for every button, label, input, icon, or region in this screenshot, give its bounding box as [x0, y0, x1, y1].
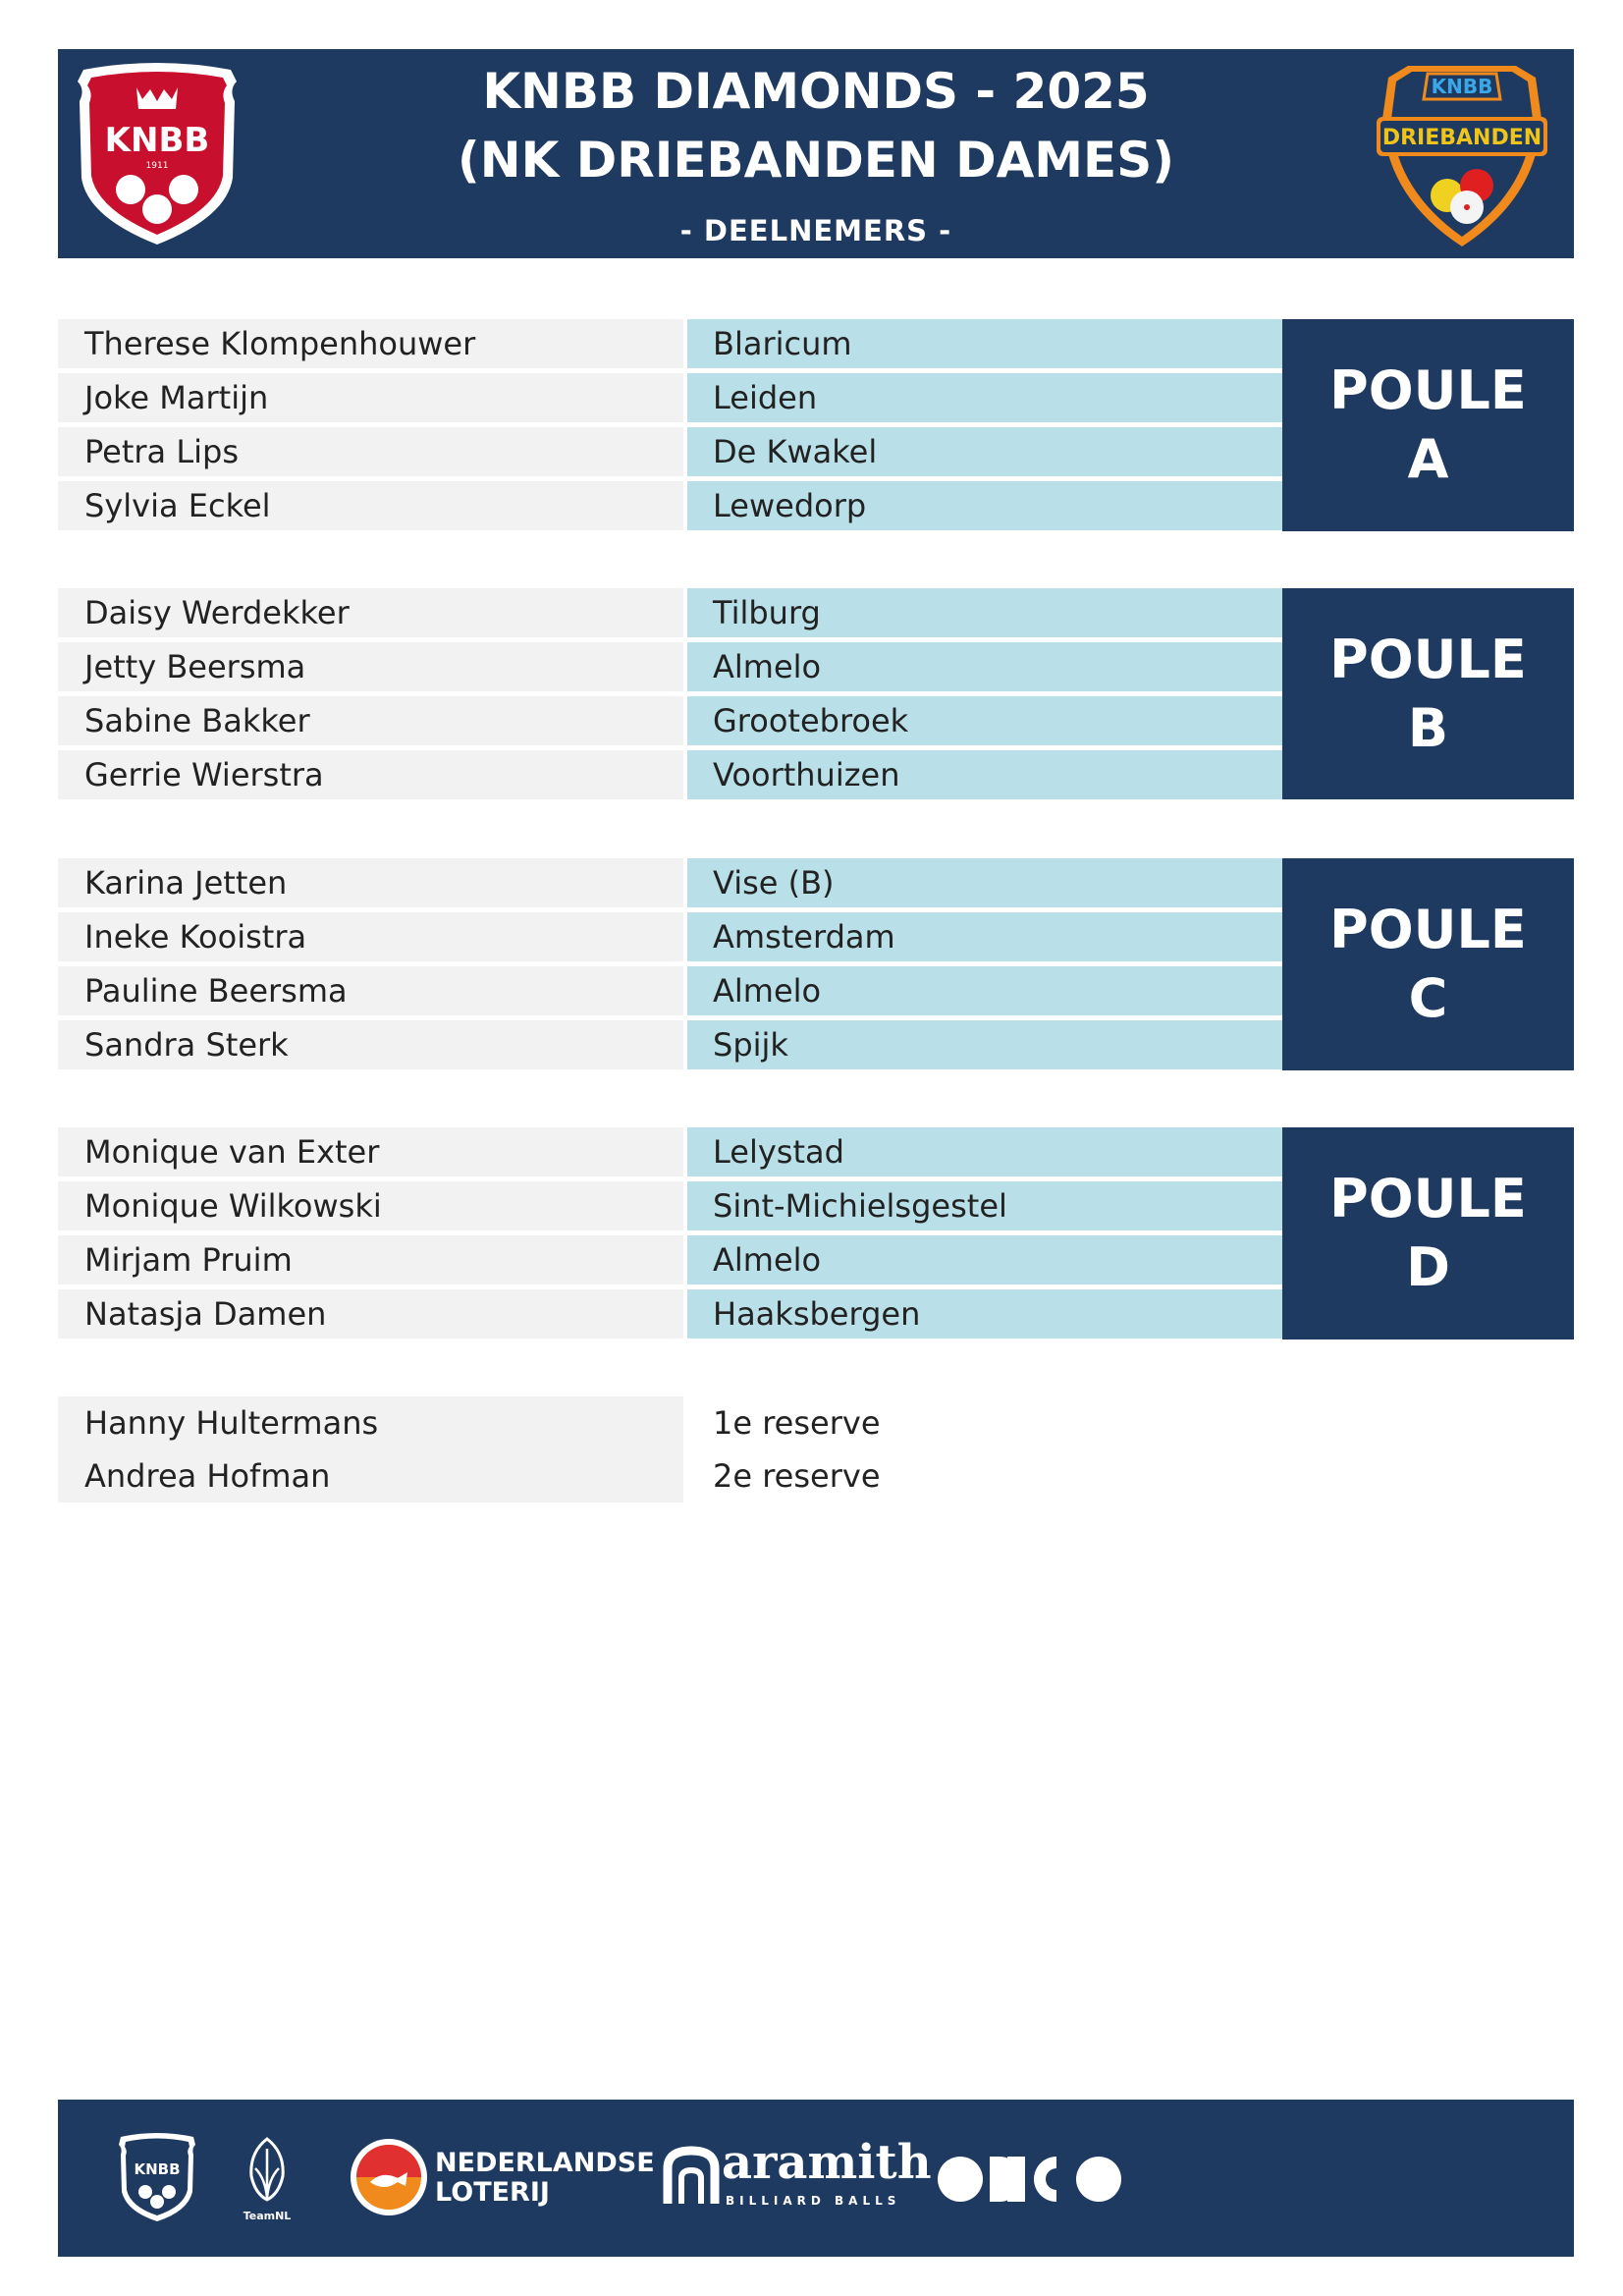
poule-label-letter: C	[1408, 967, 1448, 1029]
poule-label-top: POULE	[1329, 359, 1527, 421]
player-name: Mirjam Pruim	[58, 1235, 683, 1285]
aramith-logo-icon	[662, 2145, 721, 2210]
svg-text:1911: 1911	[145, 161, 169, 171]
player-club: Lewedorp	[687, 481, 1333, 530]
poule-c-group	[58, 858, 1574, 1072]
player-club: Spijk	[687, 1020, 1333, 1069]
player-name: Gerrie Wierstra	[58, 750, 683, 799]
reserve-name: Andrea Hofman	[58, 1449, 683, 1503]
poule-d-label	[1282, 1127, 1574, 1339]
player-club: Voorthuizen	[687, 750, 1333, 799]
player-name: Natasja Damen	[58, 1289, 683, 1339]
teamnl-sponsor-icon	[238, 2129, 297, 2225]
player-name: Jetty Beersma	[58, 642, 683, 691]
player-name: Karina Jetten	[58, 858, 683, 907]
player-club: De Kwakel	[687, 427, 1333, 476]
player-name: Monique van Exter	[58, 1127, 683, 1176]
poule-label-top: POULE	[1329, 899, 1527, 960]
player-club: Grootebroek	[687, 696, 1333, 745]
player-name: Pauline Beersma	[58, 966, 683, 1015]
footer-sponsors	[58, 2100, 1574, 2257]
player-club: Haaksbergen	[687, 1289, 1333, 1339]
player-name: Monique Wilkowski	[58, 1181, 683, 1230]
poule-label-letter: B	[1407, 696, 1449, 759]
poule-a-group	[58, 319, 1574, 533]
poule-label-top: POULE	[1329, 628, 1527, 690]
player-club: Lelystad	[687, 1127, 1333, 1176]
loterij-sponsor-text: NEDERLANDSE LOTERIJ	[435, 2148, 655, 2208]
poule-label-letter: A	[1407, 428, 1449, 490]
player-club: Blaricum	[687, 319, 1333, 368]
reserve-role: 2e reserve	[713, 1457, 881, 1495]
player-club: Almelo	[687, 966, 1333, 1015]
player-name: Ineke Kooistra	[58, 912, 683, 961]
svg-text:TeamNL: TeamNL	[243, 2210, 292, 2222]
player-name: Sandra Sterk	[58, 1020, 683, 1069]
poule-a-label	[1282, 319, 1574, 531]
page-subtitle: - DEELNEMERS -	[679, 214, 952, 247]
reserve-role: 1e reserve	[713, 1404, 881, 1442]
page-title-line2: (NK DRIEBANDEN DAMES)	[457, 132, 1175, 189]
player-name: Sylvia Eckel	[58, 481, 683, 530]
svg-text:KNBB: KNBB	[104, 121, 210, 160]
header-banner	[58, 49, 1574, 258]
player-name: Sabine Bakker	[58, 696, 683, 745]
player-club: Vise (B)	[687, 858, 1333, 907]
player-club: Amsterdam	[687, 912, 1333, 961]
poule-b-label	[1282, 588, 1574, 799]
svg-text:DRIEBANDEN: DRIEBANDEN	[1381, 126, 1542, 150]
knbb-sponsor-icon	[115, 2131, 199, 2223]
player-name: Daisy Werdekker	[58, 588, 683, 637]
aramith-sponsor-subtext: BILLIARD BALLS	[726, 2194, 901, 2208]
player-club: Almelo	[687, 1235, 1333, 1285]
table-row	[58, 1396, 1574, 1449]
loterij-sponsor-icon	[349, 2137, 429, 2217]
poule-c-label	[1282, 858, 1574, 1070]
svg-text:KNBB: KNBB	[1431, 75, 1493, 98]
poule-d-group	[58, 1127, 1574, 1341]
driebanden-logo-icon	[1369, 60, 1555, 250]
poule-label-top: POULE	[1329, 1168, 1527, 1230]
svg-text:KNBB: KNBB	[134, 2160, 181, 2178]
reserves-group	[58, 1396, 1574, 1503]
player-club: Sint-Michielsgestel	[687, 1181, 1333, 1230]
odico-sponsor-icon	[937, 2155, 1123, 2204]
poule-b-group	[58, 588, 1574, 802]
page-title-line1: KNBB DIAMONDS - 2025	[482, 63, 1150, 120]
table-row	[58, 1449, 1574, 1503]
player-name: Therese Klompenhouwer	[58, 319, 683, 368]
aramith-sponsor-text: aramith	[722, 2135, 932, 2190]
player-club: Almelo	[687, 642, 1333, 691]
player-club: Leiden	[687, 373, 1333, 422]
reserve-name: Hanny Hultermans	[58, 1396, 683, 1449]
player-club: Tilburg	[687, 588, 1333, 637]
poule-label-letter: D	[1406, 1236, 1450, 1298]
player-name: Petra Lips	[58, 427, 683, 476]
player-name: Joke Martijn	[58, 373, 683, 422]
